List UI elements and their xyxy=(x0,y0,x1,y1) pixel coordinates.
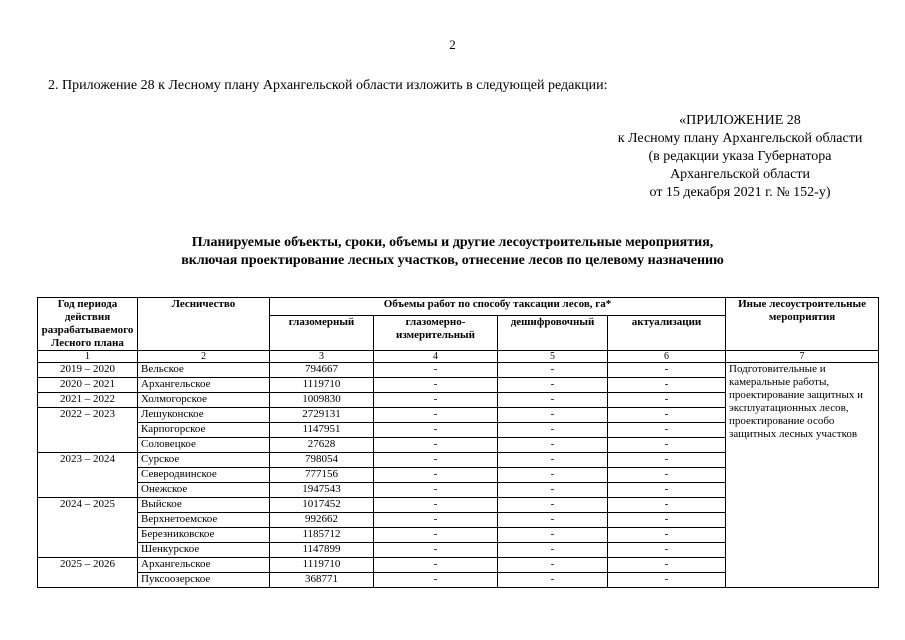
column-number: 7 xyxy=(726,351,879,363)
aktualizatsii-value-cell: - xyxy=(608,468,726,483)
glazomerny-value-cell: 1147899 xyxy=(270,543,374,558)
forestry-cell: Онежское xyxy=(138,483,270,498)
glazomerny-value-cell: 1147951 xyxy=(270,423,374,438)
deshifrovochny-value-cell: - xyxy=(498,513,608,528)
deshifrovochny-value-cell: - xyxy=(498,468,608,483)
deshifrovochny-value-cell: - xyxy=(498,408,608,423)
forestry-cell: Архангельское xyxy=(138,378,270,393)
header-aktualizatsii: актуализации xyxy=(608,316,726,351)
column-number-row xyxy=(38,351,879,363)
appendix-line: от 15 декабря 2021 г. № 152-у) xyxy=(649,185,831,200)
title-line: включая проектирование лесных участков, отнесение лесов по целевому назначению xyxy=(181,253,724,268)
column-number: 4 xyxy=(374,351,498,363)
title-line: Планируемые объекты, сроки, объемы и другие лесоустроительные мероприятия, xyxy=(191,235,714,250)
forestry-cell: Сурское xyxy=(138,453,270,468)
deshifrovochny-value-cell: - xyxy=(498,363,608,378)
forest-management-table xyxy=(37,297,879,588)
header-volumes: Объемы работ по способу таксации лесов, га* xyxy=(270,298,726,316)
glazomerno-izmeritelny-value-cell: - xyxy=(374,513,498,528)
glazomerno-izmeritelny-value-cell: - xyxy=(374,528,498,543)
aktualizatsii-value-cell: - xyxy=(608,378,726,393)
appendix-header xyxy=(580,112,900,202)
period-cell: 2024 – 2025 xyxy=(38,498,138,558)
forestry-cell: Вельское xyxy=(138,363,270,378)
deshifrovochny-value-cell: - xyxy=(498,528,608,543)
glazomerny-value-cell: 368771 xyxy=(270,573,374,588)
glazomerny-value-cell: 992662 xyxy=(270,513,374,528)
forestry-cell: Шенкурское xyxy=(138,543,270,558)
header-glazomerno-izmeritelny: глазомерно-измерительный xyxy=(374,316,498,351)
period-cell: 2025 – 2026 xyxy=(38,558,138,588)
deshifrovochny-value-cell: - xyxy=(498,423,608,438)
glazomerny-value-cell: 794667 xyxy=(270,363,374,378)
aktualizatsii-value-cell: - xyxy=(608,393,726,408)
table-row xyxy=(38,363,879,378)
aktualizatsii-value-cell: - xyxy=(608,483,726,498)
header-other-measures: Иные лесоустроительные мероприятия xyxy=(726,298,879,351)
glazomerny-value-cell: 1017452 xyxy=(270,498,374,513)
period-cell: 2022 – 2023 xyxy=(38,408,138,453)
aktualizatsii-value-cell: - xyxy=(608,558,726,573)
deshifrovochny-value-cell: - xyxy=(498,543,608,558)
deshifrovochny-value-cell: - xyxy=(498,393,608,408)
table-body xyxy=(38,363,879,588)
column-number: 5 xyxy=(498,351,608,363)
forestry-cell: Карпогорское xyxy=(138,423,270,438)
forestry-cell: Лешуконское xyxy=(138,408,270,423)
period-cell: 2021 – 2022 xyxy=(38,393,138,408)
header-period: Год периода действия разрабатываемого Лесного плана xyxy=(38,298,138,351)
header-glazomerny: глазомерный xyxy=(270,316,374,351)
glazomerno-izmeritelny-value-cell: - xyxy=(374,393,498,408)
deshifrovochny-value-cell: - xyxy=(498,438,608,453)
deshifrovochny-value-cell: - xyxy=(498,483,608,498)
other-measures-cell: Подготовительные и камеральные работы, проектирование защитных и эксплуатационных лесов, проектирование особо защитных лесных участков xyxy=(726,363,879,588)
period-cell: 2019 – 2020 xyxy=(38,363,138,378)
glazomerno-izmeritelny-value-cell: - xyxy=(374,498,498,513)
glazomerny-value-cell: 2729131 xyxy=(270,408,374,423)
forestry-cell: Верхнетоемское xyxy=(138,513,270,528)
forestry-cell: Пуксоозерское xyxy=(138,573,270,588)
deshifrovochny-value-cell: - xyxy=(498,453,608,468)
column-number: 3 xyxy=(270,351,374,363)
deshifrovochny-value-cell: - xyxy=(498,378,608,393)
appendix-line: к Лесному плану Архангельской области xyxy=(617,131,863,146)
glazomerno-izmeritelny-value-cell: - xyxy=(374,408,498,423)
glazomerno-izmeritelny-value-cell: - xyxy=(374,363,498,378)
period-cell: 2023 – 2024 xyxy=(38,453,138,498)
intro-paragraph: 2. Приложение 28 к Лесному плану Архангельской области изложить в следующей редакции: xyxy=(48,78,608,93)
aktualizatsii-value-cell: - xyxy=(608,528,726,543)
forestry-cell: Архангельское xyxy=(138,558,270,573)
deshifrovochny-value-cell: - xyxy=(498,498,608,513)
glazomerno-izmeritelny-value-cell: - xyxy=(374,468,498,483)
header-deshifrovochny: дешифровочный xyxy=(498,316,608,351)
aktualizatsii-value-cell: - xyxy=(608,423,726,438)
forestry-cell: Северодвинское xyxy=(138,468,270,483)
deshifrovochny-value-cell: - xyxy=(498,573,608,588)
glazomerno-izmeritelny-value-cell: - xyxy=(374,543,498,558)
forestry-cell: Выйское xyxy=(138,498,270,513)
glazomerny-value-cell: 1947543 xyxy=(270,483,374,498)
appendix-line: «ПРИЛОЖЕНИЕ 28 xyxy=(679,113,801,128)
aktualizatsii-value-cell: - xyxy=(608,543,726,558)
glazomerno-izmeritelny-value-cell: - xyxy=(374,378,498,393)
period-cell: 2020 – 2021 xyxy=(38,378,138,393)
glazomerny-value-cell: 1119710 xyxy=(270,558,374,573)
column-number: 1 xyxy=(38,351,138,363)
aktualizatsii-value-cell: - xyxy=(608,438,726,453)
column-number: 6 xyxy=(608,351,726,363)
appendix-line: (в редакции указа Губернатора xyxy=(648,149,832,164)
glazomerny-value-cell: 777156 xyxy=(270,468,374,483)
glazomerny-value-cell: 1119710 xyxy=(270,378,374,393)
glazomerny-value-cell: 27628 xyxy=(270,438,374,453)
aktualizatsii-value-cell: - xyxy=(608,363,726,378)
aktualizatsii-value-cell: - xyxy=(608,453,726,468)
glazomerno-izmeritelny-value-cell: - xyxy=(374,438,498,453)
glazomerno-izmeritelny-value-cell: - xyxy=(374,483,498,498)
glazomerny-value-cell: 1009830 xyxy=(270,393,374,408)
column-number: 2 xyxy=(138,351,270,363)
appendix-line: Архангельской области xyxy=(670,167,810,182)
aktualizatsii-value-cell: - xyxy=(608,498,726,513)
page-number: 2 xyxy=(449,37,456,52)
aktualizatsii-value-cell: - xyxy=(608,513,726,528)
deshifrovochny-value-cell: - xyxy=(498,558,608,573)
glazomerno-izmeritelny-value-cell: - xyxy=(374,453,498,468)
glazomerny-value-cell: 1185712 xyxy=(270,528,374,543)
forestry-cell: Холмогорское xyxy=(138,393,270,408)
glazomerny-value-cell: 798054 xyxy=(270,453,374,468)
header-forestry: Лесничество xyxy=(138,298,270,351)
forestry-cell: Березниковское xyxy=(138,528,270,543)
aktualizatsii-value-cell: - xyxy=(608,573,726,588)
document-title xyxy=(0,234,905,270)
aktualizatsii-value-cell: - xyxy=(608,408,726,423)
glazomerno-izmeritelny-value-cell: - xyxy=(374,423,498,438)
glazomerno-izmeritelny-value-cell: - xyxy=(374,558,498,573)
glazomerno-izmeritelny-value-cell: - xyxy=(374,573,498,588)
forestry-cell: Соловецкое xyxy=(138,438,270,453)
